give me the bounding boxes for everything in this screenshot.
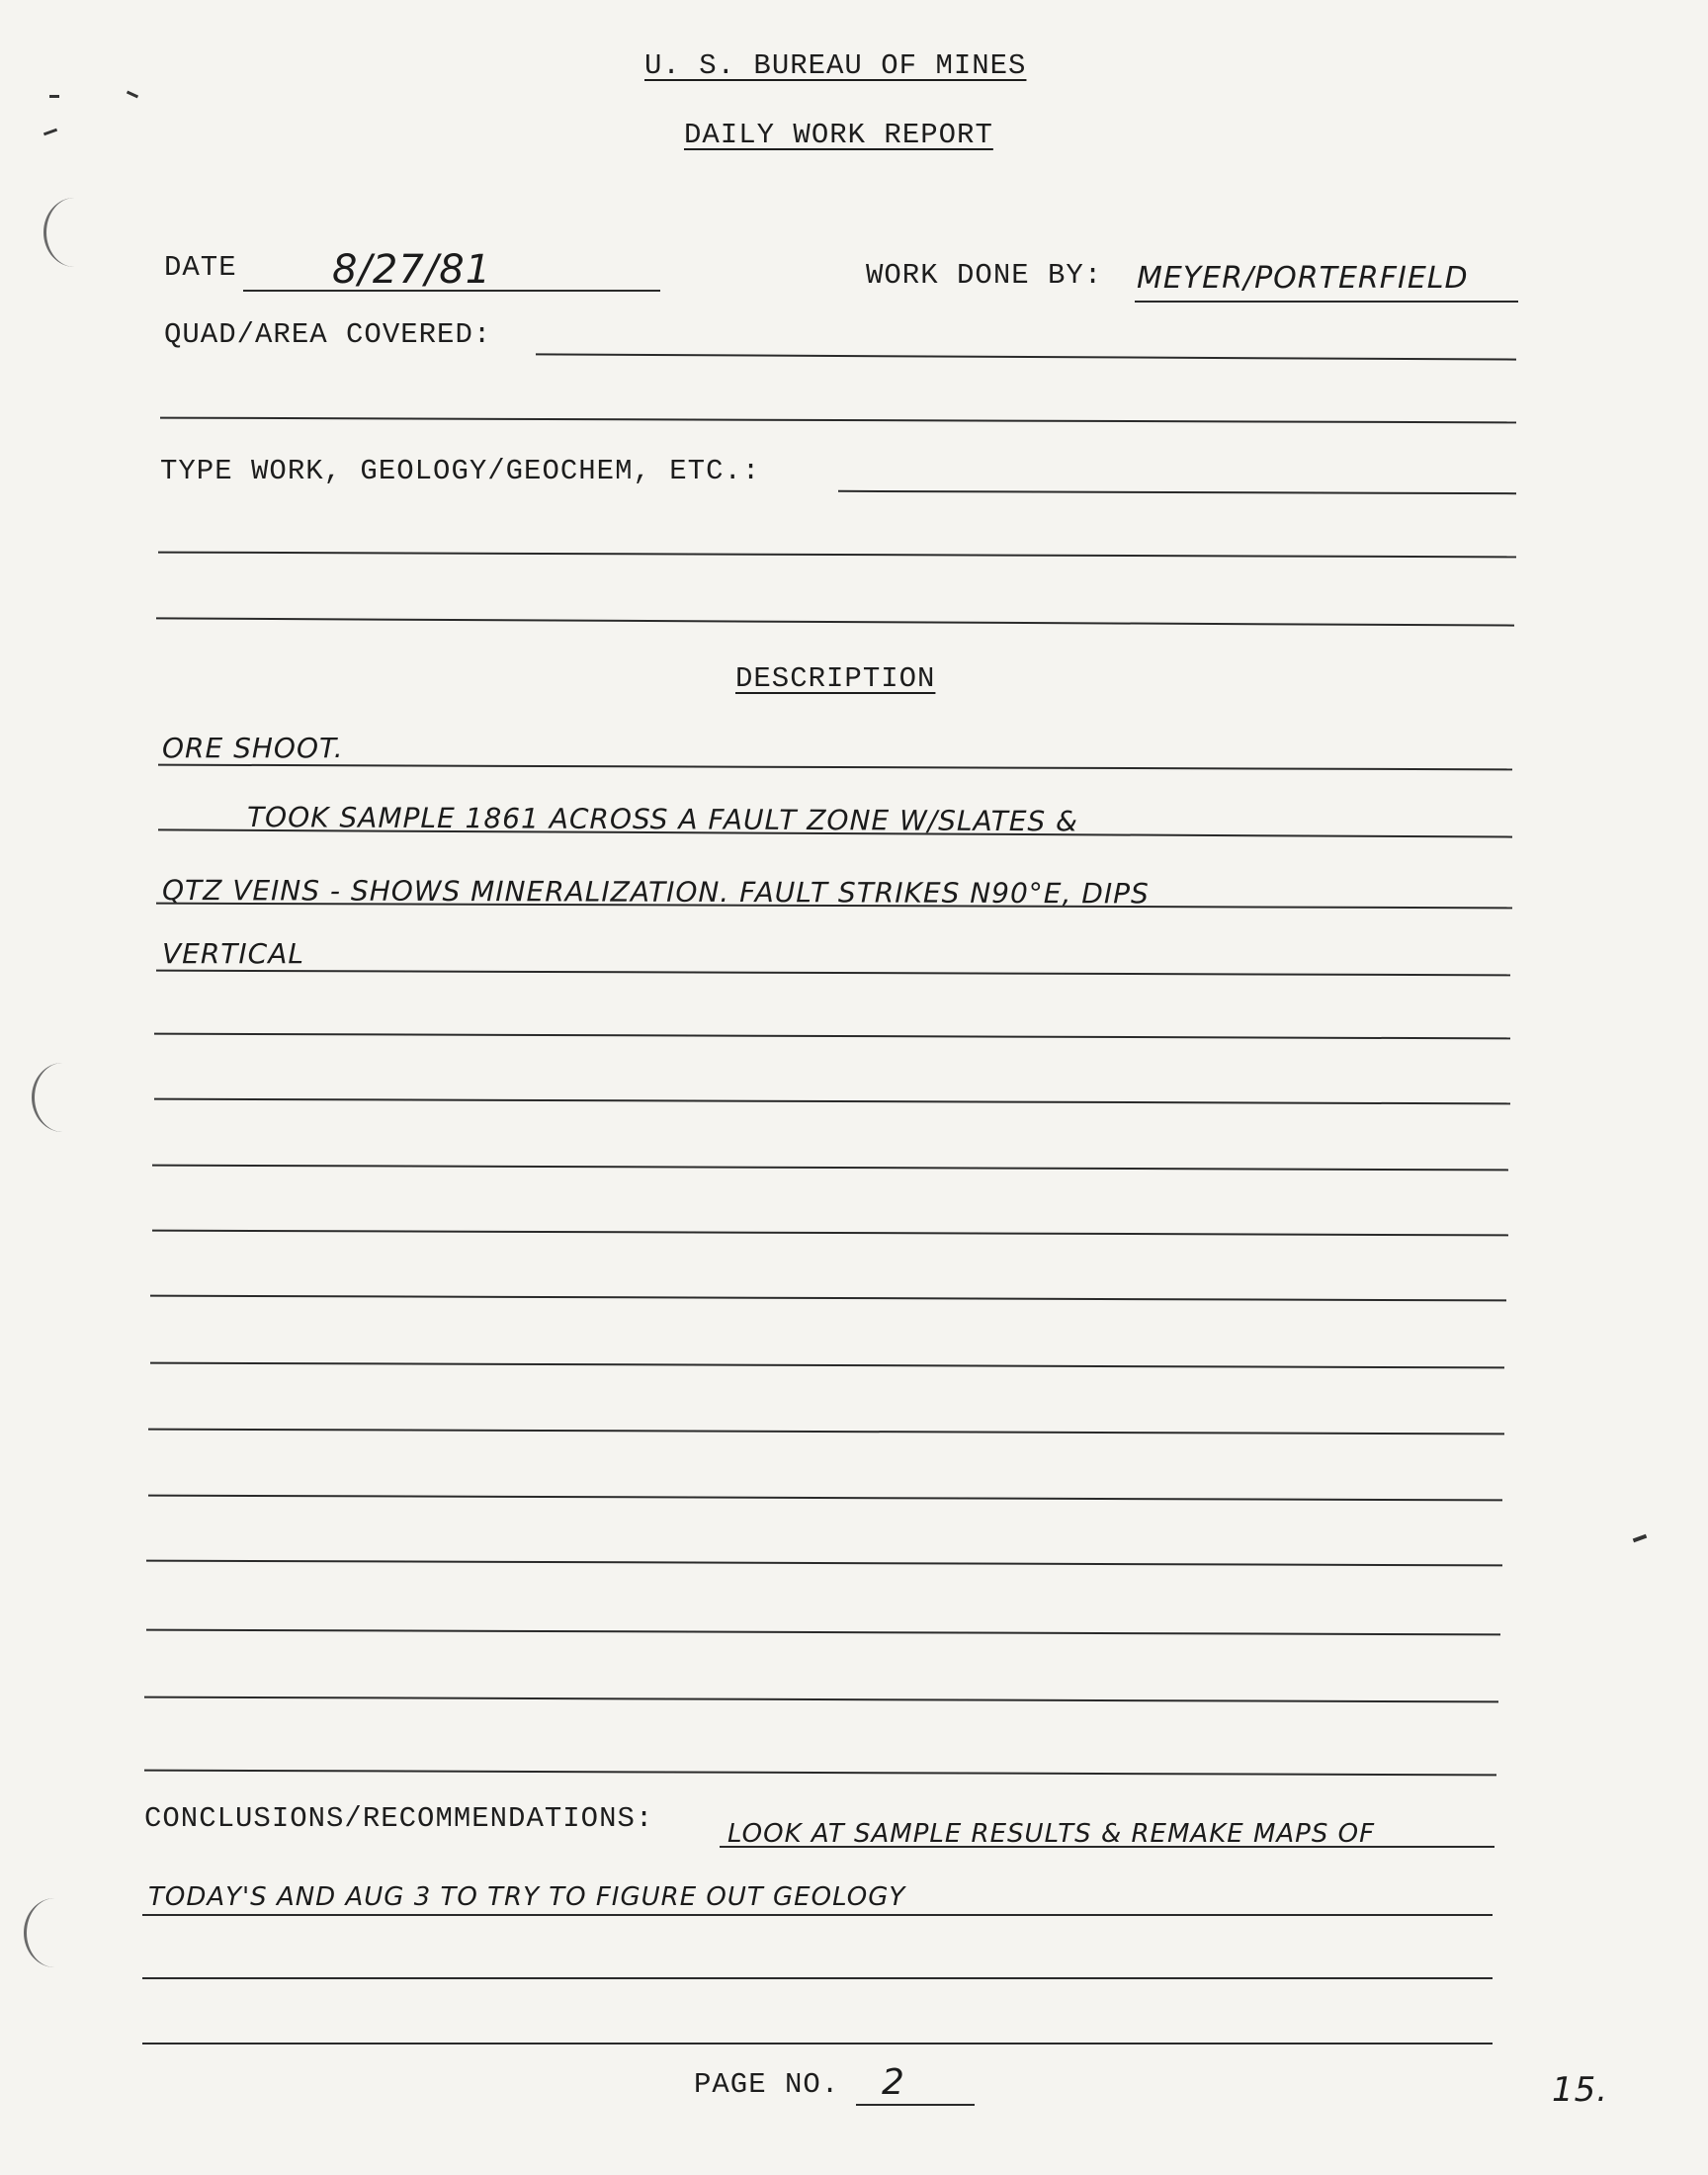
work-done-by-label: WORK DONE BY: (866, 259, 1103, 292)
description-rule-14 (146, 1629, 1500, 1636)
quad-area-line-1 (536, 353, 1516, 360)
sheet-number: 15. (1552, 2070, 1609, 2110)
punch-hole-bottom (24, 1898, 86, 1967)
description-line-1: ORE SHOOT. (162, 732, 344, 764)
quad-area-line-2 (160, 417, 1516, 424)
quad-area-label: QUAD/AREA COVERED: (164, 318, 492, 351)
type-work-line-2 (158, 552, 1516, 559)
page-number-value: 2 (882, 2062, 905, 2103)
report-title: DAILY WORK REPORT (684, 119, 993, 151)
description-rule-13 (146, 1560, 1502, 1567)
agency-title: U. S. BUREAU OF MINES (644, 49, 1027, 82)
description-rule-9 (150, 1295, 1506, 1302)
work-done-by-value: MEYER/PORTERFIELD (1137, 261, 1469, 296)
description-line-4: VERTICAL (162, 937, 304, 970)
conclusions-rule-4 (142, 2043, 1493, 2044)
description-rule-6 (154, 1098, 1510, 1105)
type-work-line-1 (838, 490, 1516, 494)
description-rule-12 (148, 1495, 1502, 1502)
conclusions-rule-2 (142, 1914, 1493, 1916)
description-rule-4 (156, 970, 1510, 977)
date-value: 8/27/81 (332, 247, 492, 293)
description-rule-11 (148, 1429, 1504, 1436)
punch-hole-middle (32, 1063, 94, 1132)
description-rule-16 (144, 1770, 1496, 1777)
description-rule-5 (154, 1033, 1510, 1040)
description-line-3: QTZ VEINS - SHOWS MINERALIZATION. FAULT STRIKES N90°E, DIPS (161, 874, 1150, 911)
speck (127, 91, 138, 99)
page-number-line (856, 2104, 975, 2106)
description-rule-1 (158, 764, 1512, 771)
conclusions-label: CONCLUSIONS/RECOMMENDATIONS: (144, 1802, 654, 1835)
conclusions-rule-3 (142, 1977, 1493, 1979)
description-rule-10 (150, 1362, 1504, 1369)
speck (1633, 1534, 1648, 1543)
description-heading: DESCRIPTION (735, 662, 936, 695)
description-rule-7 (152, 1165, 1508, 1172)
date-label: DATE (164, 251, 237, 284)
conclusions-line-2: TODAY'S AND AUG 3 TO TRY TO FIGURE OUT GEOLOGY (148, 1882, 906, 1912)
page-number-label: PAGE NO. (694, 2068, 840, 2101)
type-work-line-3 (156, 617, 1514, 626)
punch-hole-top (43, 198, 106, 267)
conclusions-line-1: LOOK AT SAMPLE RESULTS & REMAKE MAPS OF (727, 1819, 1376, 1849)
conclusions-rule-1 (720, 1846, 1494, 1848)
type-work-label: TYPE WORK, GEOLOGY/GEOCHEM, ETC.: (160, 455, 761, 487)
work-done-by-line (1135, 301, 1518, 303)
description-rule-15 (144, 1696, 1498, 1703)
description-rule-8 (152, 1230, 1508, 1237)
description-line-2: TOOK SAMPLE 1861 ACROSS A FAULT ZONE W/SLATES & (246, 801, 1079, 838)
speck (43, 129, 57, 136)
speck (49, 95, 59, 98)
